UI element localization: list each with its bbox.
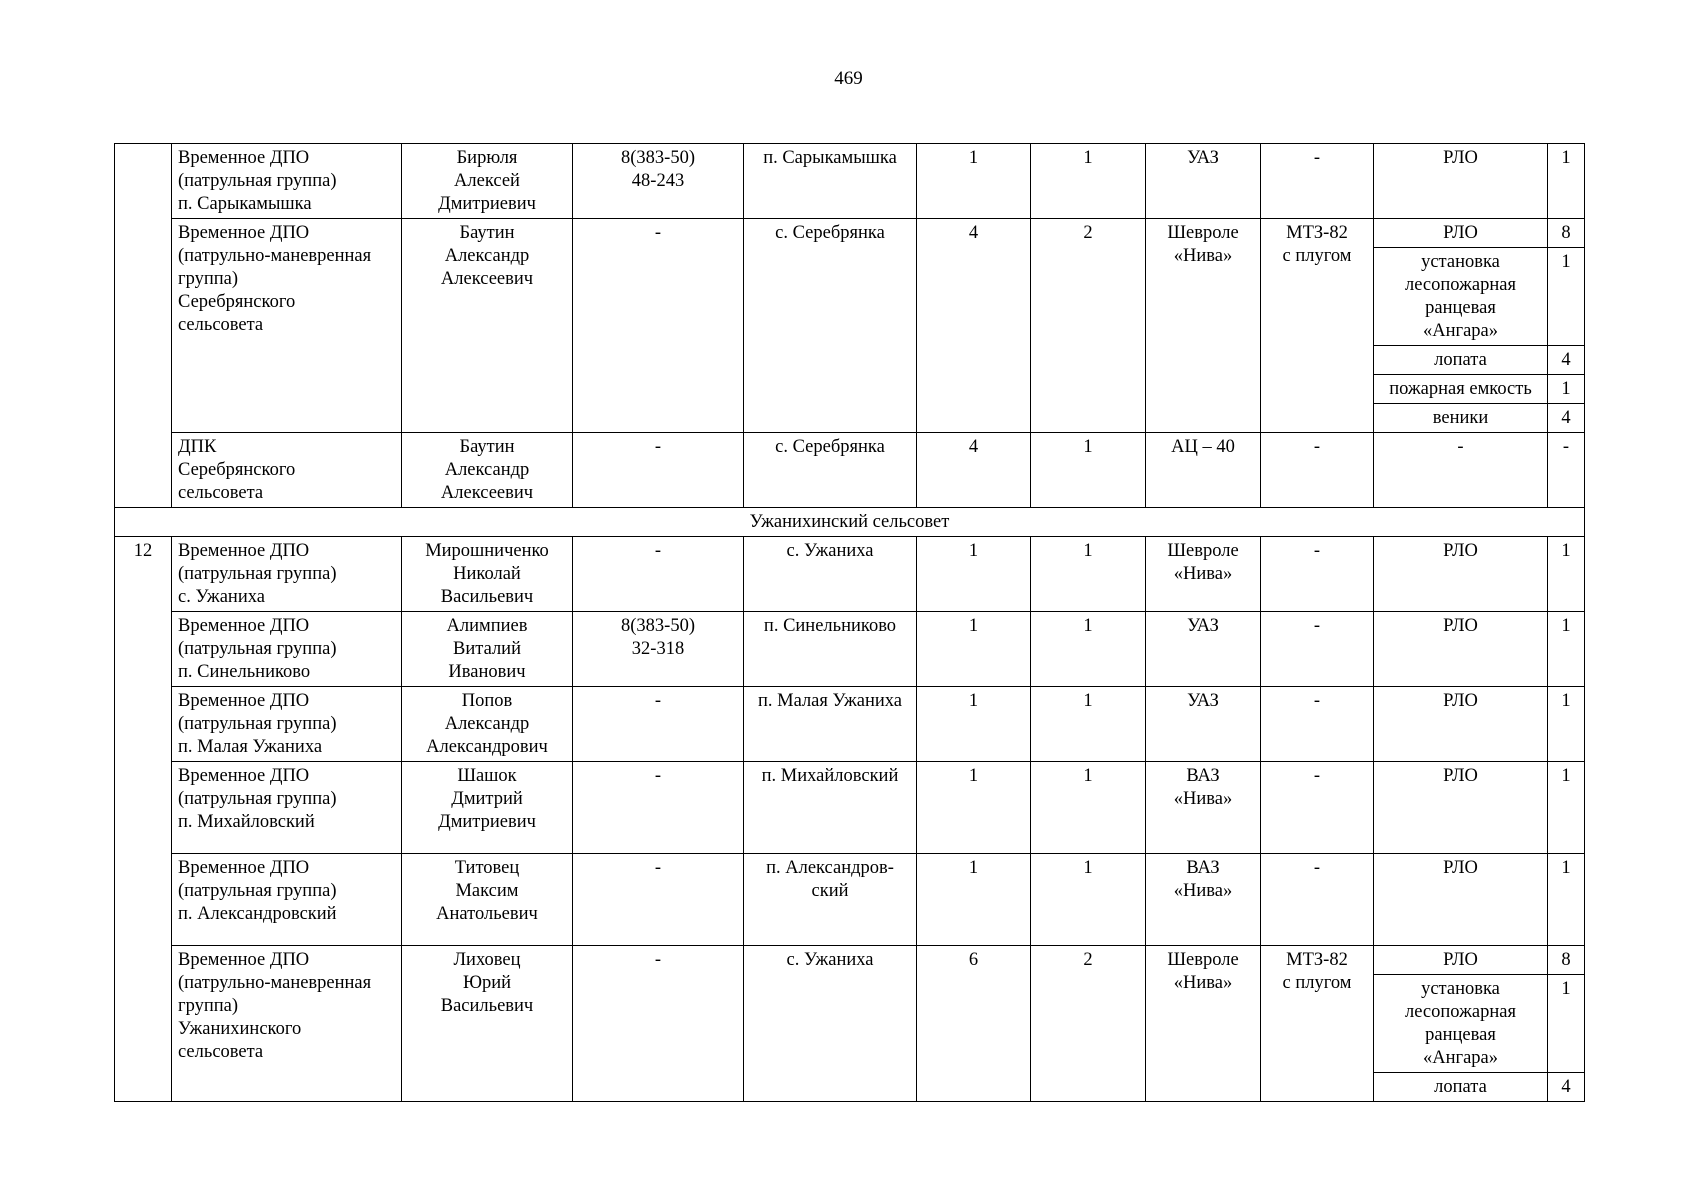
row-number-cell: 12	[115, 537, 172, 1102]
unit-name-cell: Временное ДПО (патрульная группа) п. Синельниково	[172, 612, 402, 687]
people-count-cell: 1	[917, 854, 1031, 946]
vehicle-cell: Шевроле «Нива»	[1146, 537, 1261, 612]
vehicle-cell: Шевроле «Нива»	[1146, 946, 1261, 1102]
head-name-cell: Попов Александр Александрович	[402, 687, 573, 762]
phone-cell: -	[573, 946, 744, 1102]
people-count-cell: 4	[917, 433, 1031, 508]
head-name-cell: Алимпиев Виталий Иванович	[402, 612, 573, 687]
phone-cell: -	[573, 433, 744, 508]
equipment-name-cell: РЛО	[1374, 946, 1548, 975]
phone-cell: -	[573, 762, 744, 854]
head-name-cell: Баутин Александр Алексеевич	[402, 433, 573, 508]
location-cell: п. Михайловский	[744, 762, 917, 854]
tech-count-cell: 2	[1031, 946, 1146, 1102]
people-count-cell: 1	[917, 144, 1031, 219]
people-count-cell: 1	[917, 762, 1031, 854]
special-vehicle-cell: МТЗ-82 с плугом	[1261, 219, 1374, 433]
special-vehicle-cell: -	[1261, 854, 1374, 946]
vehicle-cell: АЦ – 40	[1146, 433, 1261, 508]
tech-count-cell: 1	[1031, 433, 1146, 508]
equipment-qty-cell: 1	[1548, 537, 1585, 612]
unit-name-cell: ДПК Серебрянского сельсовета	[172, 433, 402, 508]
people-count-cell: 4	[917, 219, 1031, 433]
equipment-name-cell: РЛО	[1374, 144, 1548, 219]
table-row	[115, 854, 1585, 946]
location-cell: п. Александров- ский	[744, 854, 917, 946]
location-cell: п. Синельниково	[744, 612, 917, 687]
special-vehicle-cell: -	[1261, 144, 1374, 219]
unit-name-cell: Временное ДПО (патрульная группа) п. Александровский	[172, 854, 402, 946]
location-cell: с. Ужаниха	[744, 537, 917, 612]
special-vehicle-cell: -	[1261, 537, 1374, 612]
equipment-name-cell: РЛО	[1374, 612, 1548, 687]
page-number: 469	[834, 68, 863, 89]
unit-name-cell: Временное ДПО (патрульно-маневренная группа) Ужанихинского сельсовета	[172, 946, 402, 1102]
vehicle-cell: УАЗ	[1146, 612, 1261, 687]
people-count-cell: 6	[917, 946, 1031, 1102]
table-row	[115, 687, 1585, 762]
equipment-qty-cell: 1	[1548, 612, 1585, 687]
unit-name-cell: Временное ДПО (патрульная группа) с. Ужаниха	[172, 537, 402, 612]
unit-name-cell: Временное ДПО (патрульно-маневренная группа) Серебрянского сельсовета	[172, 219, 402, 433]
head-name-cell: Бирюля Алексей Дмитриевич	[402, 144, 573, 219]
equipment-name-cell: лопата	[1374, 1073, 1548, 1102]
equipment-name-cell: РЛО	[1374, 219, 1548, 248]
equipment-qty-cell: 1	[1548, 975, 1585, 1073]
tech-count-cell: 1	[1031, 537, 1146, 612]
head-name-cell: Шашок Дмитрий Дмитриевич	[402, 762, 573, 854]
special-vehicle-cell: -	[1261, 612, 1374, 687]
head-name-cell: Лиховец Юрий Васильевич	[402, 946, 573, 1102]
location-cell: с. Серебрянка	[744, 219, 917, 433]
people-count-cell: 1	[917, 612, 1031, 687]
phone-cell: -	[573, 854, 744, 946]
equipment-qty-cell: 1	[1548, 687, 1585, 762]
phone-cell: -	[573, 687, 744, 762]
head-name-cell: Титовец Максим Анатольевич	[402, 854, 573, 946]
tech-count-cell: 2	[1031, 219, 1146, 433]
phone-cell: -	[573, 537, 744, 612]
equipment-name-cell: РЛО	[1374, 854, 1548, 946]
equipment-qty-cell: 1	[1548, 144, 1585, 219]
location-cell: п. Сарыкамышка	[744, 144, 917, 219]
equipment-name-cell: лопата	[1374, 346, 1548, 375]
equipment-name-cell: веники	[1374, 404, 1548, 433]
phone-cell: 8(383-50) 48-243	[573, 144, 744, 219]
people-count-cell: 1	[917, 687, 1031, 762]
table-row	[115, 762, 1585, 854]
equipment-qty-cell: 4	[1548, 404, 1585, 433]
location-cell: с. Серебрянка	[744, 433, 917, 508]
tech-count-cell: 1	[1031, 854, 1146, 946]
head-name-cell: Мирошниченко Николай Васильевич	[402, 537, 573, 612]
table-row	[115, 612, 1585, 687]
equipment-name-cell: РЛО	[1374, 762, 1548, 854]
unit-name-cell: Временное ДПО (патрульная группа) п. Михайловский	[172, 762, 402, 854]
tech-count-cell: 1	[1031, 144, 1146, 219]
table-row	[115, 946, 1585, 975]
table-body	[115, 144, 1585, 1102]
equipment-name-cell: пожарная емкость	[1374, 375, 1548, 404]
equipment-qty-cell: 4	[1548, 346, 1585, 375]
phone-cell: 8(383-50) 32-318	[573, 612, 744, 687]
equipment-name-cell: РЛО	[1374, 687, 1548, 762]
equipment-qty-cell: 8	[1548, 946, 1585, 975]
phone-cell: -	[573, 219, 744, 433]
special-vehicle-cell: МТЗ-82 с плугом	[1261, 946, 1374, 1102]
equipment-name-cell: РЛО	[1374, 537, 1548, 612]
equipment-name-cell: установка лесопожарная ранцевая «Ангара»	[1374, 248, 1548, 346]
location-cell: п. Малая Ужаниха	[744, 687, 917, 762]
special-vehicle-cell: -	[1261, 687, 1374, 762]
equipment-qty-cell: -	[1548, 433, 1585, 508]
fire-units-table	[114, 143, 1585, 1102]
table-row	[115, 144, 1585, 219]
head-name-cell: Баутин Александр Алексеевич	[402, 219, 573, 433]
unit-name-cell: Временное ДПО (патрульная группа) п. Малая Ужаниха	[172, 687, 402, 762]
section-title: Ужанихинский сельсовет	[115, 508, 1585, 537]
equipment-qty-cell: 8	[1548, 219, 1585, 248]
equipment-name-cell: -	[1374, 433, 1548, 508]
special-vehicle-cell: -	[1261, 433, 1374, 508]
equipment-qty-cell: 1	[1548, 762, 1585, 854]
vehicle-cell: УАЗ	[1146, 144, 1261, 219]
tech-count-cell: 1	[1031, 612, 1146, 687]
row-number-cell	[115, 144, 172, 508]
table-row	[115, 433, 1585, 508]
vehicle-cell: ВАЗ «Нива»	[1146, 762, 1261, 854]
vehicle-cell: ВАЗ «Нива»	[1146, 854, 1261, 946]
section-header-row	[115, 508, 1585, 537]
equipment-qty-cell: 1	[1548, 375, 1585, 404]
unit-name-cell: Временное ДПО (патрульная группа) п. Сарыкамышка	[172, 144, 402, 219]
vehicle-cell: Шевроле «Нива»	[1146, 219, 1261, 433]
equipment-qty-cell: 1	[1548, 248, 1585, 346]
tech-count-cell: 1	[1031, 762, 1146, 854]
location-cell: с. Ужаниха	[744, 946, 917, 1102]
equipment-name-cell: установка лесопожарная ранцевая «Ангара»	[1374, 975, 1548, 1073]
equipment-qty-cell: 4	[1548, 1073, 1585, 1102]
special-vehicle-cell: -	[1261, 762, 1374, 854]
equipment-qty-cell: 1	[1548, 854, 1585, 946]
table-row	[115, 537, 1585, 612]
tech-count-cell: 1	[1031, 687, 1146, 762]
table-row	[115, 219, 1585, 248]
vehicle-cell: УАЗ	[1146, 687, 1261, 762]
people-count-cell: 1	[917, 537, 1031, 612]
